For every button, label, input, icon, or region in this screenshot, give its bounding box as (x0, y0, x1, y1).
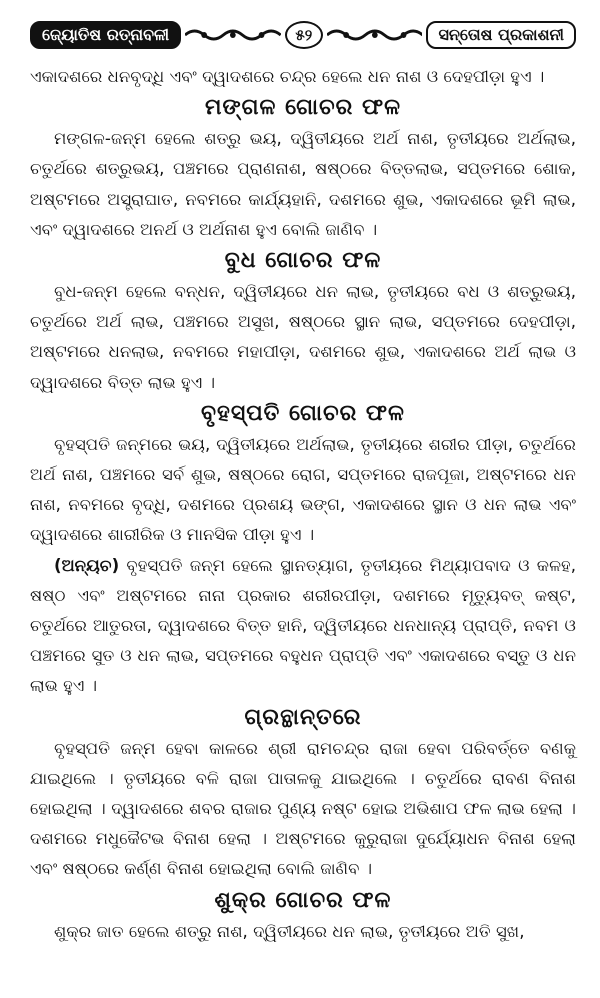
section-heading-granthantare: ଗ୍ରନ୍ଥାନ୍ତରେ (244, 704, 362, 730)
book-title: ଜ୍ୟୋତିଷ ରତ୍ନାବଳୀ (30, 21, 181, 49)
paragraph-shukra: ଶୁକ୍ର ଜାତ ହେଲେ ଶତ୍ରୁ ନାଶ, ଦ୍ୱିତୀୟରେ ଧନ ଲାଭ, ତୃତୀୟରେ ଅତି ସୁଖ, (54, 921, 525, 941)
paragraph-budha: ବୁଧ-ଜନ୍ମ ହେଲେ ବନ୍ଧନ, ଦ୍ୱିତୀୟରେ ଧନ ଲାଭ, ତୃତୀୟରେ ବଧ ଓ ଶତ୍ରୁଭୟ, ଚତୁର୍ଥରେ ଅର୍ଥ ଲାଭ, ପଞ୍ଚମରେ ଅସୁଖ, ଷଷ୍ଠରେ ସ୍ଥାନ ଲାଭ, ସପ୍ତମରେ ଦେହପୀଡ଼ା, ଅଷ୍ଟମରେ ଧନଲାଭ, ନବମରେ ମହାପୀଡ଼ା, ଦଶମରେ ଶୁଭ, ଏକାଦଶରେ ଅର୍ଥ ଲାଭ ଓ ଦ୍ୱାଦଶରେ ବିତ୍ତ ଲାଭ ହୁଏ । (30, 282, 576, 392)
ornament-icon (327, 27, 423, 43)
page-body (30, 62, 576, 947)
paragraph-granthantare: ବୃହସ୍ପତି ଜନ୍ମ ହେବା କାଳରେ ଶ୍ରୀ ରାମଚନ୍ଦ୍ର ରାଜା ହେବା ପରିବର୍ତ୍ତେ ବଣକୁ ଯାଇଥିଲେ । ତୃତୀୟରେ ବଳି ରାଜା ପାତାଳକୁ ଯାଇଥିଲେ । ଚତୁର୍ଥରେ ରାବଣ ବିନାଶ ହୋଇଥିଲା । ଦ୍ୱାଦଶରେ ଶବର ରାଜାର ପୁଣ୍ୟ ନଷ୍ଟ ହୋଇ ଅଭିଶାପ ଫଳ ଲାଭ ହେଲା । ଦଶମରେ ମଧୁକୈଟଭ ବିନାଶ ହେଲା । ଅଷ୍ଟମରେ କୁରୁରାଜା ଦୁର୍ଯ୍ୟୋଧନ ବିନାଶ ହେଲା ଏବଂ ଷଷ୍ଠରେ କର୍ଣ୍ଣ ବିନାଶ ହୋଇଥିଲା ବୋଲି ଜାଣିବ । (30, 738, 576, 879)
running-header (30, 18, 576, 52)
paragraph-brihaspati: ବୃହସ୍ପତି ଜନ୍ମରେ ଭୟ, ଦ୍ୱିତୀୟରେ ଅର୍ଥଲାଭ, ତୃତୀୟରେ ଶରୀର ପୀଡ଼ା, ଚତୁର୍ଥରେ ଅର୍ଥ ନାଶ, ପଞ୍ଚମରେ ସର୍ବ ଶୁଭ, ଷଷ୍ଠରେ ରୋଗ, ସପ୍ତମରେ ରାଜପୂଜା, ଅଷ୍ଟମରେ ଧନ ନାଶ, ନବମରେ ବୃଦ୍ଧି, ଦଶମରେ ପ୍ରଶୟ ଭଙ୍ଗ, ଏକାଦଶରେ ସ୍ଥାନ ଓ ଧନ ଲାଭ ଏବଂ ଦ୍ୱାଦଶରେ ଶାରୀରିକ ଓ ମାନସିକ ପୀଡ଼ା ହୁଏ । (30, 434, 576, 545)
section-heading-budha: ବୁଧ ଗୋଚର ଫଳ (224, 248, 382, 274)
header-ornament-left (185, 27, 281, 43)
paragraph-mangala: ମଙ୍ଗଳ-ଜନ୍ମ ହେଲେ ଶତ୍ରୁ ଭୟ, ଦ୍ୱିତୀୟରେ ଅର୍ଥ ନାଶ, ତୃତୀୟରେ ଅର୍ଥଲାଭ, ଚତୁର୍ଥରେ ଶତ୍ରୁଭୟ, ପଞ୍ଚମରେ ପ୍ରାଣନାଶ, ଷଷ୍ଠରେ ବିତ୍ତଲାଭ, ସପ୍ତମରେ ଶୋକ, ଅଷ୍ଟମରେ ଅସ୍ତ୍ରାଘାତ, ନବମରେ କାର୍ଯ୍ୟହାନି, ଦଶମରେ ଶୁଭ, ଏକାଦଶରେ ଭୂମି ଲାଭ, ଏବଂ ଦ୍ୱାଦଶରେ ଅନର୍ଥ ଓ ଅର୍ଥନାଶ ହୁଏ ବୋଲି ଜାଣିବ । (30, 129, 576, 239)
header-ornament-right (327, 27, 423, 43)
paragraph-continuation: ଏକାଦଶରେ ଧନବୃଦ୍ଧି ଏବଂ ଦ୍ୱାଦଶରେ ଚନ୍ଦ୍ର ହେଲେ ଧନ ନାଶ ଓ ଦେହପୀଡ଼ା ହୁଏ । (30, 67, 545, 86)
ornament-icon (185, 27, 281, 43)
section-heading-mangala: ମଙ୍ଗଳ ଗୋଚର ଫଳ (204, 95, 402, 121)
anyacha-label: (ଅନ୍ୟଚ) (54, 555, 120, 575)
page-number: ୫୨ (285, 21, 323, 49)
section-heading-brihaspati: ବୃହସ୍ପତି ଗୋଚର ଫଳ (201, 400, 405, 426)
publisher-name: ସନ୍ତୋଷ ପ୍ରକାଶନୀ (426, 21, 576, 49)
paragraph-anyacha (30, 551, 576, 702)
anyacha-text: ବୃହସ୍ପତି ଜନ୍ମ ହେଲେ ସ୍ଥାନତ୍ୟାଗ, ତୃତୀୟରେ ମିଥ୍ୟାପବାଦ ଓ କଳହ, ଷଷ୍ଠ ଏବଂ ଅଷ୍ଟମରେ ନାନା ପ୍ରକାର ଶରୀରପୀଡ଼ା, ଦଶମରେ ମୃତ୍ୟୁବତ୍ କଷ୍ଟ, ଚତୁର୍ଥରେ ଆତୁରତା, ଦ୍ୱାଦଶରେ ବିତ୍ତ ହାନି, ଦ୍ୱିତୀୟରେ ଧନଧାନ୍ୟ ପ୍ରାପ୍ତି, ନବମ ଓ ପଞ୍ଚମରେ ସୁତ ଓ ଧନ ଲାଭ, ସପ୍ତମରେ ବହୁଧନ ପ୍ରାପ୍ତି ଏବଂ ଏକାଦଶରେ ବସ୍ତୁ ଓ ଧନ ଲାଭ ହୁଏ । (30, 555, 576, 696)
section-heading-shukra: ଶୁକ୍ର ଗୋଚର ଫଳ (214, 887, 392, 913)
